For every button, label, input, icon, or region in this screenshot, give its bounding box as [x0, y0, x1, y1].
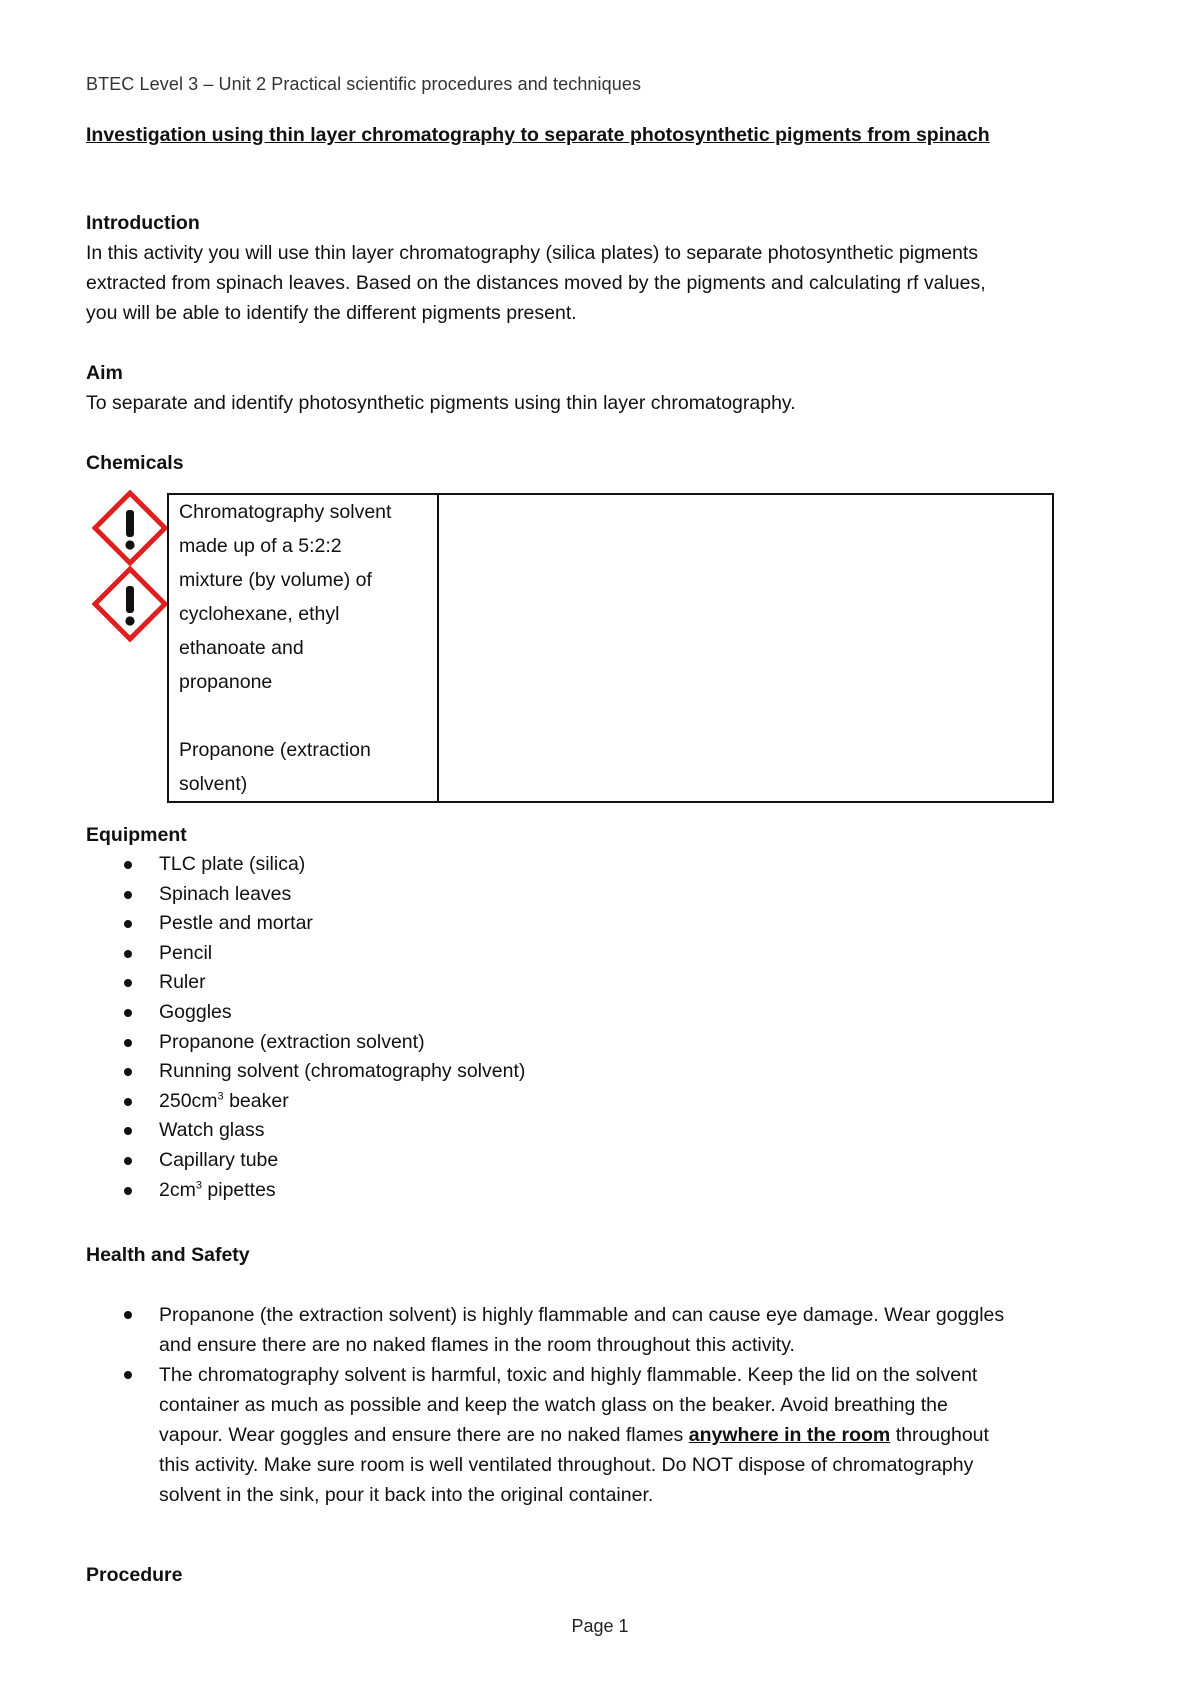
chemical-name-line: Chromatography solvent — [179, 501, 392, 523]
list-item — [86, 1087, 1126, 1117]
chemical-name-line: solvent) — [179, 773, 248, 795]
exclamation-hazard-icon — [92, 490, 168, 566]
list-item — [86, 1176, 1126, 1206]
equipment-list — [86, 850, 1126, 1205]
bullet-icon — [124, 861, 132, 869]
procedure-section — [86, 1560, 1126, 1590]
item-text: 2cm — [159, 1178, 196, 1201]
chemical-name-line: ethanoate and — [179, 637, 304, 659]
item-line: solvent in the sink, pour it back into the original container. — [159, 1484, 654, 1506]
bullet-icon — [124, 1127, 132, 1135]
list-item — [86, 998, 1126, 1028]
chemicals-section — [86, 448, 1126, 478]
bullet-icon — [124, 1098, 132, 1106]
item-text: Capillary tube — [159, 1148, 279, 1171]
item-text: Pencil — [159, 941, 213, 964]
bullet-icon — [124, 1009, 132, 1017]
running-header: BTEC Level 3 – Unit 2 Practical scientific procedures and techniques — [86, 74, 642, 94]
page-number: Page 1 — [571, 1616, 629, 1636]
list-item — [86, 850, 1126, 880]
chemicals-heading: Chemicals — [86, 452, 184, 474]
item-text: Running solvent (chromatography solvent) — [159, 1060, 526, 1083]
introduction-line: you will be able to identify the different pigments present. — [86, 302, 577, 324]
item-line: The chromatography solvent is harmful, toxic and highly flammable. Keep the lid on the solvent — [159, 1364, 978, 1386]
item-line: container as much as possible and keep the watch glass on the beaker. Avoid breathing the — [159, 1394, 948, 1416]
item-text: Pestle and mortar — [159, 912, 313, 935]
list-item — [86, 1360, 1126, 1510]
list-item — [86, 909, 1126, 939]
emphasis-text: anywhere in the room — [688, 1424, 891, 1446]
item-text: Ruler — [159, 971, 206, 994]
item-text: Goggles — [159, 1000, 232, 1023]
health-safety-list-wrap — [86, 1300, 1126, 1510]
introduction-section — [86, 208, 1126, 328]
cell-spacer — [179, 699, 429, 733]
bullet-icon — [124, 1068, 132, 1076]
item-text: 250cm — [159, 1089, 218, 1112]
chemical-name-line: Propanone (extraction — [179, 739, 371, 761]
item-text: Propanone (extraction solvent) — [159, 1030, 425, 1053]
list-item — [86, 1028, 1126, 1058]
list-item — [86, 1146, 1126, 1176]
list-item — [86, 968, 1126, 998]
bullet-icon — [124, 1039, 132, 1047]
bullet-icon — [124, 891, 132, 899]
list-item — [86, 1116, 1126, 1146]
introduction-line: In this activity you will use thin layer chromatography (silica plates) to separate photosynthetic pigments — [86, 242, 979, 264]
introduction-heading: Introduction — [86, 212, 200, 234]
item-text: throughout — [890, 1424, 989, 1446]
health-safety-list — [86, 1300, 1126, 1510]
list-item — [86, 880, 1126, 910]
chemical-name-line: cyclohexane, ethyl — [179, 603, 340, 625]
list-item — [86, 1300, 1126, 1360]
bullet-icon — [124, 979, 132, 987]
item-line: and ensure there are no naked flames in the room throughout this activity. — [159, 1334, 795, 1356]
bullet-icon — [124, 950, 132, 958]
bullet-icon — [124, 1157, 132, 1165]
item-text: TLC plate (silica) — [159, 853, 306, 875]
aim-section — [86, 358, 1126, 418]
introduction-line: extracted from spinach leaves. Based on the distances moved by the pigments and calculating rf values, — [86, 272, 986, 294]
procedure-heading: Procedure — [86, 1564, 183, 1586]
chemicals-row — [168, 494, 1053, 802]
item-text: Spinach leaves — [159, 882, 292, 905]
item-line: Propanone (the extraction solvent) is highly flammable and can cause eye damage. Wear goggles — [159, 1304, 1005, 1326]
document-title: Investigation using thin layer chromatography to separate photosynthetic pigments from spinach — [86, 124, 990, 146]
aim-heading: Aim — [86, 362, 123, 384]
chemicals-table — [167, 493, 1054, 803]
chemical-name-line: made up of a 5:2:2 — [179, 535, 342, 557]
equipment-section — [86, 820, 1126, 1205]
list-item — [86, 939, 1126, 969]
item-text: vapour. Wear goggles and ensure there are no naked flames — [159, 1424, 689, 1446]
exclamation-hazard-icon — [92, 566, 168, 642]
health-safety-heading: Health and Safety — [86, 1244, 250, 1266]
item-line: this activity. Make sure room is well ventilated throughout. Do NOT dispose of chromatography — [159, 1454, 974, 1476]
bullet-icon — [124, 1187, 132, 1195]
chemical-name-line: mixture (by volume) of — [179, 569, 372, 591]
health-safety-section — [86, 1240, 1126, 1270]
bullet-icon — [124, 1311, 132, 1319]
equipment-heading: Equipment — [86, 824, 187, 846]
hazard-description-cell — [438, 494, 1053, 802]
item-text: beaker — [223, 1089, 289, 1112]
hazard-symbols — [92, 490, 168, 642]
bullet-icon — [124, 920, 132, 928]
item-text: Watch glass — [159, 1119, 265, 1142]
bullet-icon — [124, 1371, 132, 1379]
chemical-names-cell — [168, 494, 438, 802]
aim-text: To separate and identify photosynthetic pigments using thin layer chromatography. — [86, 392, 796, 414]
list-item — [86, 1057, 1126, 1087]
superscript: 3 — [195, 1179, 202, 1192]
chemical-name-line: propanone — [179, 671, 273, 693]
superscript: 3 — [217, 1090, 224, 1103]
item-text: pipettes — [201, 1178, 276, 1201]
item-line — [159, 1420, 1126, 1450]
